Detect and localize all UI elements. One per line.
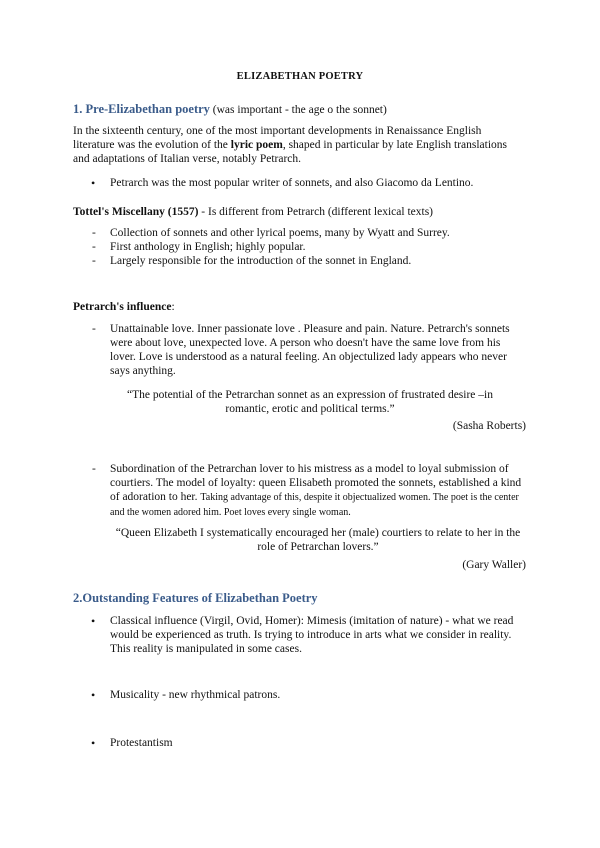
features-list-1 xyxy=(91,614,527,656)
list-item xyxy=(91,462,527,520)
list-item: - Collection of sonnets and other lyrical poems, many by Wyatt and Surrey. xyxy=(91,226,531,240)
list-item: - First anthology in English; highly popular. xyxy=(91,240,531,254)
list-item: • Petrarch was the most popular writer of sonnets, and also Giacomo da Lentino. xyxy=(91,176,531,190)
list-item: • Musicality - new rhythmical patrons. xyxy=(91,688,527,702)
influence-list-2 xyxy=(91,462,527,520)
section2-heading: 2.Outstanding Features of Elizabethan Poetry xyxy=(73,591,318,605)
petrarch-bullet-list xyxy=(91,176,531,190)
tottel-list xyxy=(91,226,531,268)
influence-list-1 xyxy=(91,322,527,378)
list-item: - Largely responsible for the introduction of the sonnet in England. xyxy=(91,254,531,268)
influence-heading xyxy=(73,300,533,314)
influence-bold: Petrarch's influence xyxy=(73,301,172,313)
item2-main: Subordination of the Petrarchan lover to his mistress as a model to loyal submission of courtiers. The model of loyalty: queen Elisabeth promoted the sonnets, established a kind of adoration to her. xyxy=(110,463,522,503)
list-item: • Protestantism xyxy=(91,736,527,750)
tottel-rest: - Is different from Petrarch (different lexical texts) xyxy=(198,206,434,218)
intro-bold: lyric poem xyxy=(230,139,283,151)
tottel-line xyxy=(73,205,533,219)
document-title: ELIZABETHAN POETRY xyxy=(236,71,364,82)
section1-heading: 1. Pre-Elizabethan poetry xyxy=(73,102,210,116)
list-item: • Classical influence (Virgil, Ovid, Homer): Mimesis (imitation of nature) - what we read would be experienced as truth. Is trying to introduce in arts what we consider in reality. This reality is manipulated in some cases. xyxy=(91,614,527,656)
section1-heading-line xyxy=(73,100,533,118)
intro-paragraph xyxy=(73,124,525,166)
quote-roberts: “The potential of the Petrarchan sonnet as an expression of frustrated desire –in romantic, erotic and political terms.” xyxy=(127,389,493,415)
section1-aside: (was important - the age o the sonnet) xyxy=(209,104,387,116)
intro-text-1: In the sixteenth century, one of the most important developments in Renaissance English literature was the evolution of the xyxy=(73,125,482,151)
features-list-3 xyxy=(91,736,527,750)
quote-waller: “Queen Elizabeth I systematically encouraged her (male) courtiers to relate to her in the role of Petrarchan lovers.” xyxy=(115,527,521,553)
tottel-bold: Tottel's Miscellany (1557) xyxy=(73,206,199,218)
quote-roberts-author: (Sasha Roberts) xyxy=(452,420,526,432)
list-item: - Unattainable love. Inner passionate love . Pleasure and pain. Nature. Petrarch's sonnets were about love, unexpected love. A person who doesn't have the same love from his lover. Love is understood as a natural feeling. An objectulized lady appears who never says anything. xyxy=(91,322,527,378)
quote-waller-author: (Gary Waller) xyxy=(462,559,526,571)
influence-colon: : xyxy=(171,301,175,313)
intro-text-2: , shaped in particular by late English translations and adaptations of Italian verse, notably Petrarch. xyxy=(73,139,508,165)
features-list-2 xyxy=(91,688,527,702)
item2-small: Taking advantage of this, despite it objectualized women. The poet is the center and the women adored him. Poet loves every single woman. xyxy=(110,492,519,518)
